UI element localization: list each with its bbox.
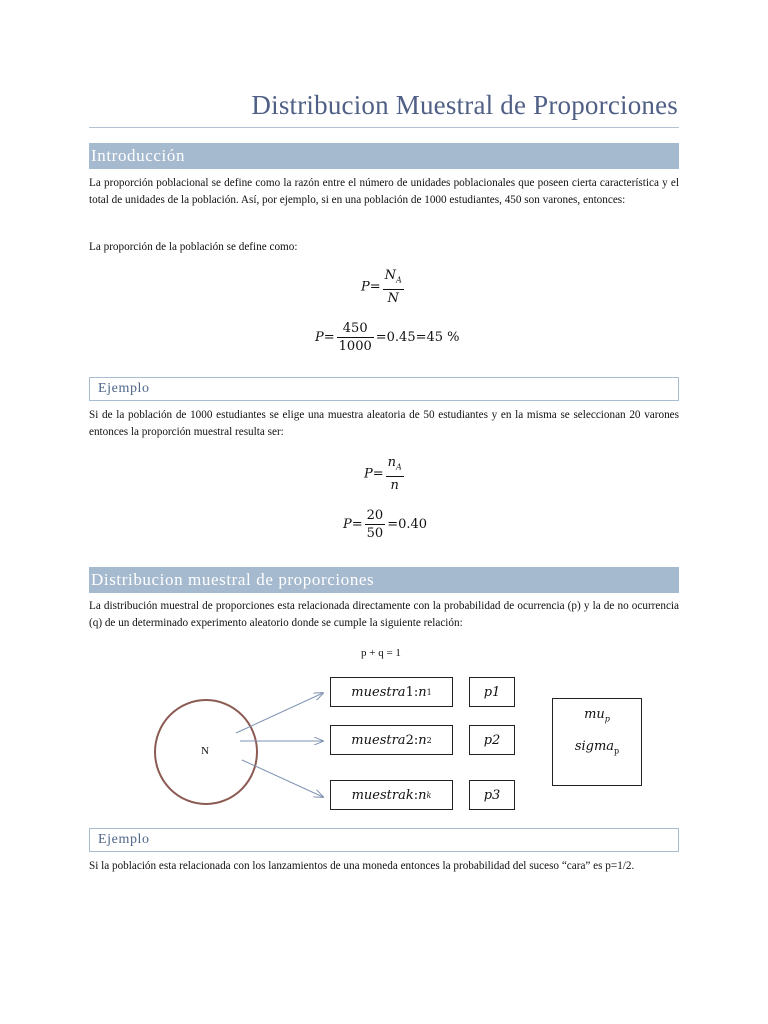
- fraction: $\frac{450}{1000}$: [338, 321, 372, 354]
- arrow-to-sample-1: [236, 693, 323, 733]
- arrow-to-sample-k: [242, 760, 323, 797]
- fraction: $\frac{N_A}{N}$: [384, 268, 402, 306]
- stats-box: [552, 698, 642, 786]
- fraction: $\frac{20}{50}$: [366, 508, 384, 541]
- equation-sample-value: P= $\frac{20}{50}$ =0.40: [343, 508, 428, 541]
- mu-p-label: $mu_p$: [584, 707, 610, 724]
- document-title: Distribucion Muestral de Proporciones: [251, 90, 678, 120]
- heading-distribucion-muestral: Distribucion muestral de proporciones: [89, 567, 679, 593]
- heading-ejemplo-2: Ejemplo: [89, 828, 679, 852]
- fraction: $\frac{n_A}{n}$: [387, 455, 402, 493]
- heading-ejemplo-1: Ejemplo: [89, 377, 679, 401]
- sampling-paragraph: La distribución muestral de proporciones esta relacionada directamente con la probabilidad de ocurrencia (p) y la de no ocurrencia (q) de un determinado experimento aleatorio donde se cumple la siguiente relación:: [89, 600, 679, 629]
- proportion-box-p3: p3: [469, 780, 515, 810]
- sample-box-2: muestra 2 : n 2: [330, 725, 453, 755]
- proportion-box-p1: p1: [469, 677, 515, 707]
- sample-box-1: muestra 1 : n 1: [330, 677, 453, 707]
- equation-population-value: P= $\frac{450}{1000}$ =0.45=45 %: [315, 321, 460, 354]
- equation-sample-proportion: P= $\frac{n_A}{n}$: [364, 455, 402, 493]
- relation-p-plus-q: p + q = 1: [361, 647, 401, 659]
- intro-paragraph: La proporción poblacional se define como la razón entre el número de unidades poblacionales que poseen cierta característica y el total de unidades de la población. Así, por ejemplo, si en una población de 1000 estudiantes, 450 son varones, entonces:: [89, 177, 679, 206]
- proportion-box-p2: p2: [469, 725, 515, 755]
- intro-definition-line: La proporción de la población se define como:: [89, 241, 298, 253]
- example2-paragraph: Si la población esta relacionada con los lanzamientos de una moneda entonces la probabilidad del suceso “cara” es p=1/2.: [89, 860, 635, 872]
- sample-box-k: muestra k : n k: [330, 780, 453, 810]
- sigma-p-label: sigma$_p$: [574, 739, 620, 756]
- heading-introduccion: Introducción: [89, 143, 679, 169]
- equation-population-proportion: P= $\frac{N_A}{N}$: [361, 268, 402, 306]
- example1-paragraph: Si de la población de 1000 estudiantes se elige una muestra aleatoria de 50 estudiantes y en la misma se seleccionan 20 varones entonces la proporción muestral resulta ser:: [89, 409, 679, 438]
- population-label: N: [201, 745, 209, 757]
